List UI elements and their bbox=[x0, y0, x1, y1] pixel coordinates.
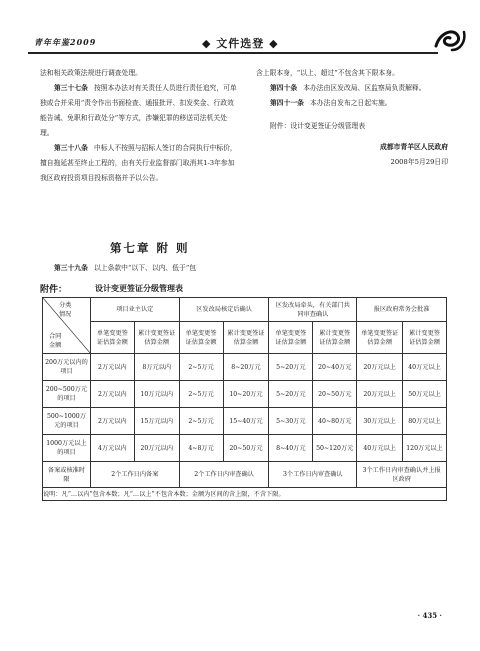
corner-top-label: 分类 情况 bbox=[59, 302, 72, 318]
issue-date: 2008年5月29日印 bbox=[390, 158, 448, 166]
table-cell: 50万元以上 bbox=[403, 381, 447, 408]
page-number: · 435 · bbox=[417, 611, 442, 620]
row-label: 200万元以内的项目 bbox=[43, 354, 91, 381]
table-cell: 3个工作日内审查确认并上报区政府 bbox=[357, 462, 447, 488]
attachment-label: 附件： bbox=[40, 285, 68, 295]
note-row bbox=[43, 488, 447, 501]
table-cell: 50~120万元 bbox=[313, 435, 357, 462]
table-cell: 30万元以上 bbox=[357, 408, 403, 435]
sub-header: 累计变更签证估算金额 bbox=[223, 322, 269, 354]
table-cell: 2个工作日内备案 bbox=[90, 462, 179, 488]
paragraph: 含上限本身，“以上、超过”不包含其下限本身。 bbox=[256, 69, 399, 77]
sub-header: 单笔变更签证估算金额 bbox=[90, 322, 134, 354]
table-cell: 40~80万元 bbox=[313, 408, 357, 435]
article-38: 第三十八条 中标人不按照与招标人签订的合同执行中标价，擅自拖延甚至终止工程的，由有关行业监督部门取消其1-3年参加我区政府投资项目投标资格并予以公告。 bbox=[40, 144, 237, 182]
table-row bbox=[43, 435, 447, 462]
table-cell: 2~5万元 bbox=[179, 408, 223, 435]
table-cell: 20万元以内 bbox=[134, 435, 179, 462]
table-cell: 120万元以上 bbox=[403, 435, 447, 462]
corner-bottom-label: 合同 金额 bbox=[49, 333, 62, 349]
paragraph: 法和相关政策法规进行调查处理。 bbox=[40, 69, 142, 77]
row-label: 1000万元以上的项目 bbox=[43, 435, 91, 462]
table-cell: 5~30万元 bbox=[269, 408, 313, 435]
sub-header: 单笔变更签证估算金额 bbox=[357, 322, 403, 354]
table-title: 设计变更签证分级管理表 bbox=[95, 283, 183, 293]
left-column bbox=[40, 66, 238, 186]
right-column bbox=[256, 66, 448, 170]
table-cell: 4万元以内 bbox=[90, 435, 134, 462]
article-40: 第四十条 本办法由区发改局、区监察局负责解释。 bbox=[270, 84, 426, 92]
table-cell: 8万元以内 bbox=[134, 354, 179, 381]
group-header: 区发改局牵头，有关部门共同审查确认 bbox=[269, 298, 357, 322]
table-cell: 10~20万元 bbox=[223, 381, 269, 408]
table-cell: 2个工作日内审查确认 bbox=[179, 462, 269, 488]
table-cell: 15~40万元 bbox=[223, 408, 269, 435]
table-cell: 20~50万元 bbox=[223, 435, 269, 462]
table-cell: 20万元以上 bbox=[357, 354, 403, 381]
table-cell: 20~50万元 bbox=[313, 381, 357, 408]
chapter-title: 第七章 附 则 bbox=[110, 241, 190, 255]
row-label: 500~1000万元的项目 bbox=[43, 408, 91, 435]
sub-header: 累计变更签证估算金额 bbox=[403, 322, 447, 354]
table-cell: 40万元以上 bbox=[357, 435, 403, 462]
group-header: 区发改局核定后确认 bbox=[179, 298, 269, 322]
sub-header: 累计变更签证估算金额 bbox=[313, 322, 357, 354]
row-label: 备案或核准时限 bbox=[43, 462, 91, 488]
group-header: 项目业主认定 bbox=[90, 298, 179, 322]
table-cell: 8~20万元 bbox=[223, 354, 269, 381]
article-37: 第三十七条 按照本办法对有关责任人员进行责任追究，可单独或合并采用“责令作出书面检查、通报批评、扣发奖金、行政效能告诫、免职和行政处分”等方式，涉嫌犯罪的移送司法机关处理。 bbox=[40, 84, 237, 137]
table-cell: 2~5万元 bbox=[179, 381, 223, 408]
sub-header: 累计变更签证估算金额 bbox=[134, 322, 179, 354]
row-label: 200~500万元的项目 bbox=[43, 381, 91, 408]
attachment-note: 附件：设计变更签证分级管理表 bbox=[270, 122, 366, 130]
sub-header: 单笔变更签证估算金额 bbox=[269, 322, 313, 354]
table-cell: 5~20万元 bbox=[269, 354, 313, 381]
table-cell: 2万元以内 bbox=[90, 381, 134, 408]
header-rule bbox=[28, 52, 438, 54]
table-row bbox=[43, 408, 447, 435]
page-header bbox=[28, 34, 468, 54]
group-header: 报区政府常务会批准 bbox=[357, 298, 447, 322]
table-cell: 80万元以上 bbox=[403, 408, 447, 435]
table-row bbox=[43, 354, 447, 381]
table-cell: 3个工作日内审查确认 bbox=[269, 462, 357, 488]
article-39-line: 第三十九条 以上条款中“以下、以内、低于”包 bbox=[54, 264, 197, 272]
table-cell: 20~40万元 bbox=[313, 354, 357, 381]
table-cell: 2万元以内 bbox=[90, 408, 134, 435]
management-table bbox=[42, 297, 447, 501]
table-cell: 10万元以内 bbox=[134, 381, 179, 408]
table-row bbox=[43, 381, 447, 408]
table-cell: 8~40万元 bbox=[269, 435, 313, 462]
sub-header: 单笔变更签证估算金额 bbox=[179, 322, 223, 354]
table-cell: 40万元以上 bbox=[403, 354, 447, 381]
table-cell: 20万元以上 bbox=[357, 381, 403, 408]
table-note: 说明：凡“…以内”包含本数；凡“…以上”不包含本数；金额为区间的含上限，不含下限。 bbox=[43, 488, 447, 501]
table-cell: 2万元以内 bbox=[90, 354, 134, 381]
section-title: ◆ 文件选登 ◆ bbox=[202, 37, 279, 50]
table-cell: 5~20万元 bbox=[269, 381, 313, 408]
issuing-organization: 成都市青羊区人民政府 bbox=[380, 143, 448, 151]
table-cell: 15万元以内 bbox=[134, 408, 179, 435]
journal-name: 青年年鉴2009 bbox=[34, 37, 97, 47]
deadline-row bbox=[43, 462, 447, 488]
table-cell: 4~8万元 bbox=[179, 435, 223, 462]
journal-logo-icon bbox=[432, 22, 468, 56]
table-corner-cell bbox=[43, 298, 91, 354]
article-41: 第四十一条 本办法自发布之日起实施。 bbox=[270, 99, 392, 107]
table-cell: 2~5万元 bbox=[179, 354, 223, 381]
